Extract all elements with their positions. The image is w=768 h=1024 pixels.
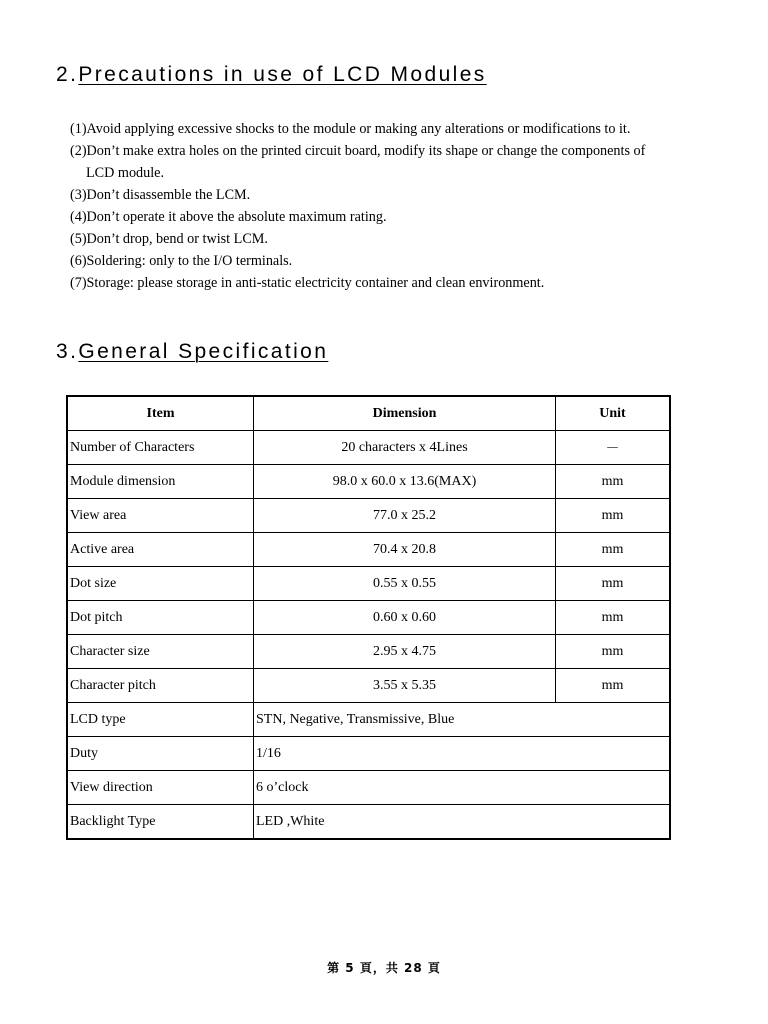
column-header-item: Item xyxy=(67,396,254,431)
value-cell: 6 o’clock xyxy=(254,771,671,805)
table-row xyxy=(67,431,670,465)
dimension-cell: 70.4 x 20.8 xyxy=(254,533,556,567)
item-cell: Dot pitch xyxy=(67,601,254,635)
table-row xyxy=(67,669,670,703)
value-cell: 1/16 xyxy=(254,737,671,771)
item-cell: Character size xyxy=(67,635,254,669)
item-cell: Backlight Type xyxy=(67,805,254,840)
section-title: General Specification xyxy=(78,340,329,363)
spec-table xyxy=(66,395,671,840)
item-cell: Duty xyxy=(67,737,254,771)
table-row xyxy=(67,499,670,533)
precaution-line-continued: LCD module. xyxy=(86,165,165,181)
unit-cell: mm xyxy=(556,601,671,635)
dimension-cell: 98.0 x 60.0 x 13.6(MAX) xyxy=(254,465,556,499)
precaution-item xyxy=(70,140,730,184)
precaution-item: (5)Don’t drop, bend or twist LCM. xyxy=(70,231,268,247)
page-number-footer: 第 5 頁，共 28 頁 xyxy=(327,961,441,975)
unit-cell: mm xyxy=(556,465,671,499)
table-row xyxy=(67,465,670,499)
table-row xyxy=(67,635,670,669)
table-row xyxy=(67,567,670,601)
dimension-cell: 20 characters x 4Lines xyxy=(254,431,556,465)
table-row xyxy=(67,533,670,567)
dimension-cell: 77.0 x 25.2 xyxy=(254,499,556,533)
section-heading-precautions xyxy=(56,64,487,85)
unit-cell: － xyxy=(556,431,671,465)
table-row xyxy=(67,771,670,805)
precautions-list xyxy=(70,118,730,294)
table-row xyxy=(67,601,670,635)
table-row xyxy=(67,805,670,840)
table-row xyxy=(67,737,670,771)
item-cell: Module dimension xyxy=(67,465,254,499)
column-header-dimension: Dimension xyxy=(254,396,556,431)
item-cell: View area xyxy=(67,499,254,533)
value-cell: STN, Negative, Transmissive, Blue xyxy=(254,703,671,737)
precaution-item: (1)Avoid applying excessive shocks to the module or making any alterations or modifications to it. xyxy=(70,121,631,137)
item-cell: LCD type xyxy=(67,703,254,737)
section-number: 3. xyxy=(56,340,79,363)
dimension-cell: 2.95 x 4.75 xyxy=(254,635,556,669)
precaution-item: (6)Soldering: only to the I/O terminals. xyxy=(70,253,293,269)
item-cell: Dot size xyxy=(67,567,254,601)
unit-cell: mm xyxy=(556,669,671,703)
dimension-cell: 0.60 x 0.60 xyxy=(254,601,556,635)
item-cell: Character pitch xyxy=(67,669,254,703)
item-cell: Active area xyxy=(67,533,254,567)
unit-cell: mm xyxy=(556,635,671,669)
precaution-line: (2)Don’t make extra holes on the printed circuit board, modify its shape or change the components of xyxy=(70,143,646,159)
precaution-item: (4)Don’t operate it above the absolute maximum rating. xyxy=(70,209,387,225)
table-row xyxy=(67,703,670,737)
dimension-cell: 3.55 x 5.35 xyxy=(254,669,556,703)
section-number: 2. xyxy=(56,63,79,86)
unit-cell: mm xyxy=(556,567,671,601)
section-title: Precautions in use of LCD Modules xyxy=(78,63,487,86)
column-header-unit: Unit xyxy=(556,396,671,431)
value-cell: LED ,White xyxy=(254,805,671,840)
item-cell: Number of Characters xyxy=(67,431,254,465)
unit-cell: mm xyxy=(556,533,671,567)
section-heading-general-specification xyxy=(56,341,328,362)
dimension-cell: 0.55 x 0.55 xyxy=(254,567,556,601)
unit-cell: mm xyxy=(556,499,671,533)
item-cell: View direction xyxy=(67,771,254,805)
spec-table-header-row xyxy=(67,396,670,431)
precaution-item: (3)Don’t disassemble the LCM. xyxy=(70,187,251,203)
precaution-item: (7)Storage: please storage in anti-static electricity container and clean environment. xyxy=(70,275,545,291)
